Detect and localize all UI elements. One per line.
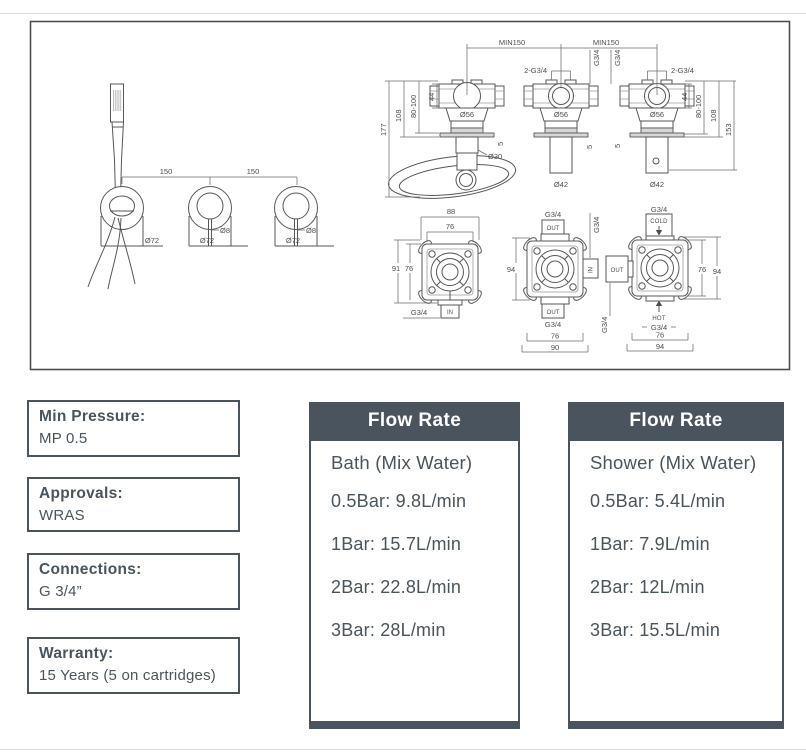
g34-label: G3/4 [650, 205, 668, 214]
dia-72-label: Ø72 [199, 236, 215, 245]
flow-rate-table-bath [309, 402, 520, 729]
dia-56-label: Ø56 [649, 110, 665, 119]
dim-108-label: 108 [394, 109, 403, 122]
warranty-label: Warranty: [39, 645, 114, 662]
dim-76-label: 76 [404, 264, 414, 273]
flow-rate-table-shower [568, 402, 784, 729]
page-bottom-rule [0, 749, 806, 750]
dia-72-label: Ø72 [285, 236, 301, 245]
flow-rate-row: 2Bar: 22.8L/min [331, 577, 462, 597]
dim-44-label: 44 [427, 92, 436, 101]
port-out-label: OUT [610, 268, 624, 274]
dim-94-label: 94 [506, 265, 516, 274]
port-out-label: OUT [546, 226, 560, 232]
min150-label: MIN150 [592, 38, 620, 47]
2-g34-label: 2-G3/4 [671, 66, 694, 75]
dim-5-label: 5 [613, 143, 622, 148]
port-in-label: IN [447, 310, 453, 316]
min150-label: MIN150 [498, 38, 526, 47]
dim-76-label: 76 [445, 222, 455, 231]
dim-94-label: 94 [655, 342, 665, 351]
dia-56-label: Ø56 [553, 110, 569, 119]
g34-label: G3/4 [650, 323, 668, 332]
g34-label: G3/4 [592, 216, 601, 233]
flow-rate-row: 0.5Bar: 9.8L/min [331, 491, 467, 511]
flow-rate-row: 1Bar: 15.7L/min [331, 534, 462, 554]
2-g34-label: 2-G3/4 [524, 66, 547, 75]
dim-76-label: 76 [697, 265, 707, 274]
g34-label: G3/4 [544, 210, 562, 219]
flow-rate-header: Flow Rate [311, 402, 518, 441]
flow-rate-row: 3Bar: 15.5L/min [590, 620, 721, 640]
dia-30-label: Ø30 [488, 152, 503, 161]
dim-90-label: 90 [550, 343, 560, 352]
warranty-box [27, 637, 240, 694]
dim-150-label: 150 [246, 167, 260, 176]
dim-177-label: 177 [379, 123, 388, 136]
dia-42-label: Ø42 [649, 180, 665, 189]
g34-label: G3/4 [613, 49, 622, 66]
port-in-label: IN [588, 267, 595, 273]
dia-72-label: Ø72 [144, 236, 160, 245]
min-pressure-label: Min Pressure: [39, 408, 146, 425]
flow-rate-subtitle: Bath (Mix Water) [331, 452, 473, 473]
flow-rate-row: 0.5Bar: 5.4L/min [590, 491, 726, 511]
dia-8-label: Ø8 [220, 226, 231, 235]
connections-value: G 3/4” [39, 583, 82, 600]
dim-80-100-label: 80-100 [409, 94, 418, 118]
flow-rate-subtitle: Shower (Mix Water) [590, 452, 757, 473]
warranty-value: 15 Years (5 on cartridges) [39, 667, 216, 684]
connections-label: Connections: [39, 561, 142, 578]
connections-box [27, 553, 240, 610]
flow-rate-body [570, 441, 782, 641]
g34-label: G3/4 [544, 320, 562, 329]
g34-label: G3/4 [600, 316, 609, 333]
flow-rate-body [311, 441, 518, 641]
approvals-label: Approvals: [39, 485, 123, 502]
dim-150-label: 150 [159, 167, 173, 176]
g34-label: G3/4 [410, 308, 428, 317]
hot-label: HOT [652, 316, 666, 322]
approvals-value: WRAS [39, 507, 85, 524]
dia-42-label: Ø42 [553, 180, 569, 189]
dim-44-label: 44 [680, 92, 689, 101]
dim-80-100-label: 80-100 [694, 94, 703, 118]
approvals-box [27, 477, 240, 532]
dim-5-label: 5 [585, 144, 594, 149]
min-pressure-box [27, 400, 240, 457]
dia-8-label: Ø8 [306, 226, 317, 235]
flow-rate-header: Flow Rate [570, 402, 782, 441]
g34-label: G3/4 [592, 49, 601, 66]
dim-76-label: 76 [550, 331, 560, 341]
port-out-label: OUT [546, 310, 560, 316]
cold-label: COLD [650, 219, 668, 225]
flow-rate-row: 3Bar: 28L/min [331, 620, 446, 640]
dim-94-label: 94 [712, 267, 722, 276]
dim-76-label: 76 [655, 330, 665, 340]
dim-5-label: 5 [496, 141, 505, 146]
dim-88-label: 88 [446, 207, 456, 216]
flow-rate-row: 1Bar: 7.9L/min [590, 534, 710, 554]
min-pressure-value: MP 0.5 [39, 430, 88, 447]
flow-rate-row: 2Bar: 12L/min [590, 577, 705, 597]
dim-91-label: 91 [391, 264, 401, 273]
dim-108-label: 108 [709, 109, 718, 122]
dim-153-label: 153 [724, 123, 733, 136]
dia-56-label: Ø56 [459, 110, 475, 119]
